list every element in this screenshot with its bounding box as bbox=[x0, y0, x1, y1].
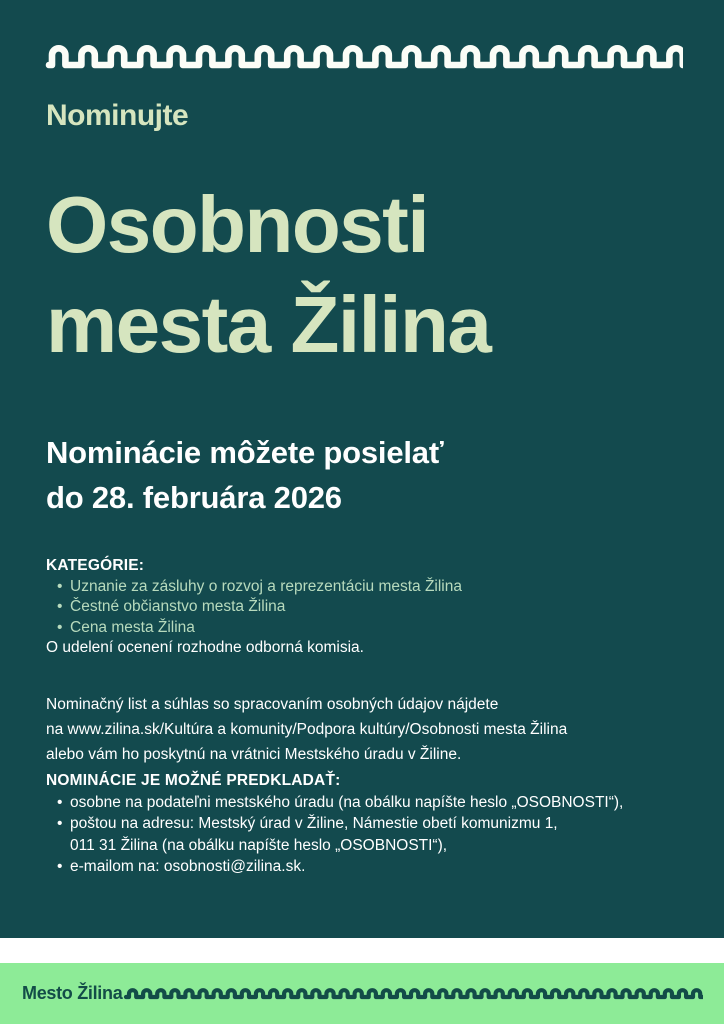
wave-divider-icon bbox=[45, 40, 683, 72]
deadline-line-1: Nominácie môžete posielať bbox=[46, 435, 444, 470]
submission-label: e-mailom na: osobnosti@zilina.sk. bbox=[70, 858, 306, 875]
list-item bbox=[46, 577, 462, 598]
footer-wave-icon bbox=[123, 985, 703, 1002]
divider-strip bbox=[0, 938, 724, 963]
title-line-1: Osobnosti bbox=[46, 180, 429, 269]
deadline-text bbox=[46, 430, 443, 520]
category-label: Uznanie za zásluhy o rozvoj a reprezentáciu mesta Žilina bbox=[70, 577, 462, 595]
list-item bbox=[46, 813, 623, 856]
submission-label: poštou na adresu: Mestský úrad v Žiline, Námestie obetí komunizmu 1, bbox=[70, 815, 558, 832]
submission-list bbox=[46, 792, 623, 878]
eyebrow-text: Nominujte bbox=[46, 99, 189, 132]
submission-heading: NOMINÁCIE JE MOŽNÉ PREDKLADAŤ: bbox=[46, 772, 341, 789]
page-title bbox=[46, 175, 490, 375]
list-item bbox=[46, 856, 623, 878]
submission-label: osobne na podateľni mestského úradu (na obálku napíšte heslo „OSOBNOSTI“), bbox=[70, 793, 624, 811]
list-item bbox=[46, 597, 462, 618]
categories-heading: KATEGÓRIE: bbox=[46, 557, 145, 574]
categories-note: O udelení ocenení rozhodne odborná komisia. bbox=[46, 639, 364, 656]
info-line-2: na www.zilina.sk/Kultúra a komunity/Podpora kultúry/Osobnosti mesta Žilina bbox=[46, 721, 568, 738]
submission-section bbox=[46, 770, 623, 878]
info-paragraph bbox=[46, 692, 567, 767]
category-label: Čestné občianstvo mesta Žilina bbox=[70, 598, 286, 615]
title-line-2: mesta Žilina bbox=[46, 280, 491, 369]
categories-section bbox=[46, 556, 462, 659]
list-item bbox=[46, 618, 462, 639]
footer-brand: Mesto Žilina bbox=[22, 983, 123, 1003]
deadline-line-2: do 28. februára 2026 bbox=[46, 480, 342, 515]
info-line-1: Nominačný list a súhlas so spracovaním osobných údajov nájdete bbox=[46, 696, 499, 713]
category-label: Cena mesta Žilina bbox=[70, 618, 195, 636]
footer-bar bbox=[0, 963, 724, 1024]
categories-list bbox=[46, 577, 462, 639]
list-item bbox=[46, 792, 623, 814]
info-line-3: alebo vám ho poskytnú na vrátnici Mestského úradu v Žiline. bbox=[46, 746, 462, 763]
submission-label-wrap: 011 31 Žilina (na obálku napíšte heslo „OSOBNOSTI“), bbox=[70, 836, 448, 854]
